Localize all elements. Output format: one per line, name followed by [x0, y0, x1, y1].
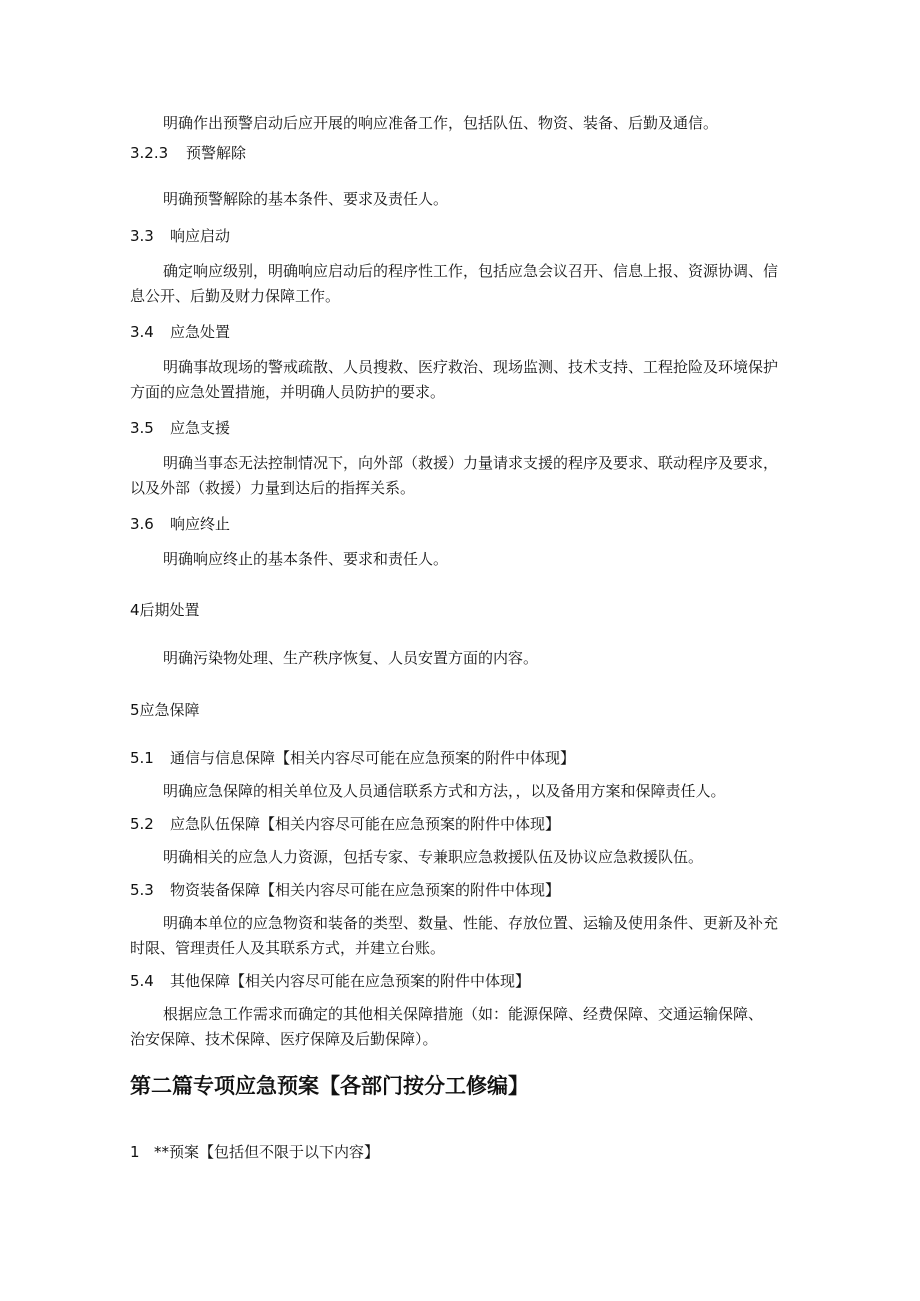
section-heading-3-4	[130, 322, 230, 342]
part-title: 第二篇专项应急预案【各部门按分工修编】	[130, 1074, 529, 1098]
section-heading-5-2	[130, 814, 560, 834]
paragraph: 确定响应级别，明确响应启动后的程序性工作，包括应急会议召开、信息上报、资源协调、信	[163, 262, 779, 280]
section-number: 3.5	[130, 419, 154, 437]
paragraph: 明确预警解除的基本条件、要求及责任人。	[163, 190, 449, 208]
section-heading-3-2-3	[130, 143, 246, 163]
paragraph: 明确相关的应急人力资源，包括专家、专兼职应急救援队伍及协议应急救援队伍。	[163, 848, 704, 866]
section-number: 5.4	[130, 972, 154, 990]
paragraph: 治安保障、技术保障、医疗保障及后勤保障）。	[130, 1030, 438, 1048]
section-number: 5.3	[130, 881, 154, 899]
section-number: 5.2	[130, 815, 154, 833]
paragraph: 明确事故现场的警戒疏散、人员搜救、医疗救治、现场监测、技术支持、工程抢险及环境保护	[163, 358, 779, 376]
paragraph: 明确应急保障的相关单位及人员通信联系方式和方法，，以及备用方案和保障责任人。	[163, 782, 726, 800]
section-title: 应急支援	[170, 419, 231, 437]
paragraph: 时限、管理责任人及其联系方式，并建立台账。	[130, 939, 446, 957]
section-title: 应急处置	[170, 323, 231, 341]
paragraph: 方面的应急处置措施，并明确人员防护的要求。	[130, 383, 446, 401]
section-heading-5-4	[130, 971, 530, 991]
section-title: 通信与信息保障【相关内容尽可能在应急预案的附件中体现】	[170, 749, 576, 767]
section-title: 响应启动	[170, 227, 231, 245]
section-number: 5.1	[130, 749, 154, 767]
section-heading-5-3	[130, 880, 560, 900]
section-title: **预案【包括但不限于以下内容】	[154, 1143, 380, 1161]
section-number: 1	[130, 1143, 140, 1161]
section-heading-4: 4后期处置	[130, 601, 200, 619]
section-title: 预警解除	[186, 144, 247, 162]
section-heading-1	[130, 1142, 379, 1162]
paragraph: 明确当事态无法控制情况下，向外部（救援）力量请求支援的程序及要求、联动程序及要求，	[163, 454, 779, 472]
section-number: 3.3	[130, 227, 154, 245]
section-number: 3.4	[130, 323, 154, 341]
section-heading-3-5	[130, 418, 230, 438]
section-heading-3-6	[130, 514, 230, 534]
paragraph: 以及外部（救援）力量到达后的指挥关系。	[130, 479, 416, 497]
section-number: 3.2.3	[130, 144, 169, 162]
section-heading-5-1	[130, 748, 575, 768]
section-title: 应急队伍保障【相关内容尽可能在应急预案的附件中体现】	[170, 815, 561, 833]
section-title: 物资装备保障【相关内容尽可能在应急预案的附件中体现】	[170, 881, 561, 899]
paragraph: 息公开、后勤及财力保障工作。	[130, 287, 341, 305]
paragraph: 明确污染物处理、生产秩序恢复、人员安置方面的内容。	[163, 649, 539, 667]
paragraph: 明确本单位的应急物资和装备的类型、数量、性能、存放位置、运输及使用条件、更新及补充	[163, 914, 779, 932]
section-heading-3-3	[130, 226, 230, 246]
paragraph: 明确响应终止的基本条件、要求和责任人。	[163, 550, 449, 568]
section-title: 其他保障【相关内容尽可能在应急预案的附件中体现】	[170, 972, 531, 990]
section-title: 响应终止	[170, 515, 231, 533]
paragraph: 明确作出预警启动后应开展的响应准备工作，包括队伍、物资、装备、后勤及通信。	[163, 114, 719, 132]
section-number: 3.6	[130, 515, 154, 533]
paragraph: 根据应急工作需求而确定的其他相关保障措施（如：能源保障、经费保障、交通运输保障、	[163, 1005, 764, 1023]
section-heading-5: 5应急保障	[130, 701, 200, 719]
